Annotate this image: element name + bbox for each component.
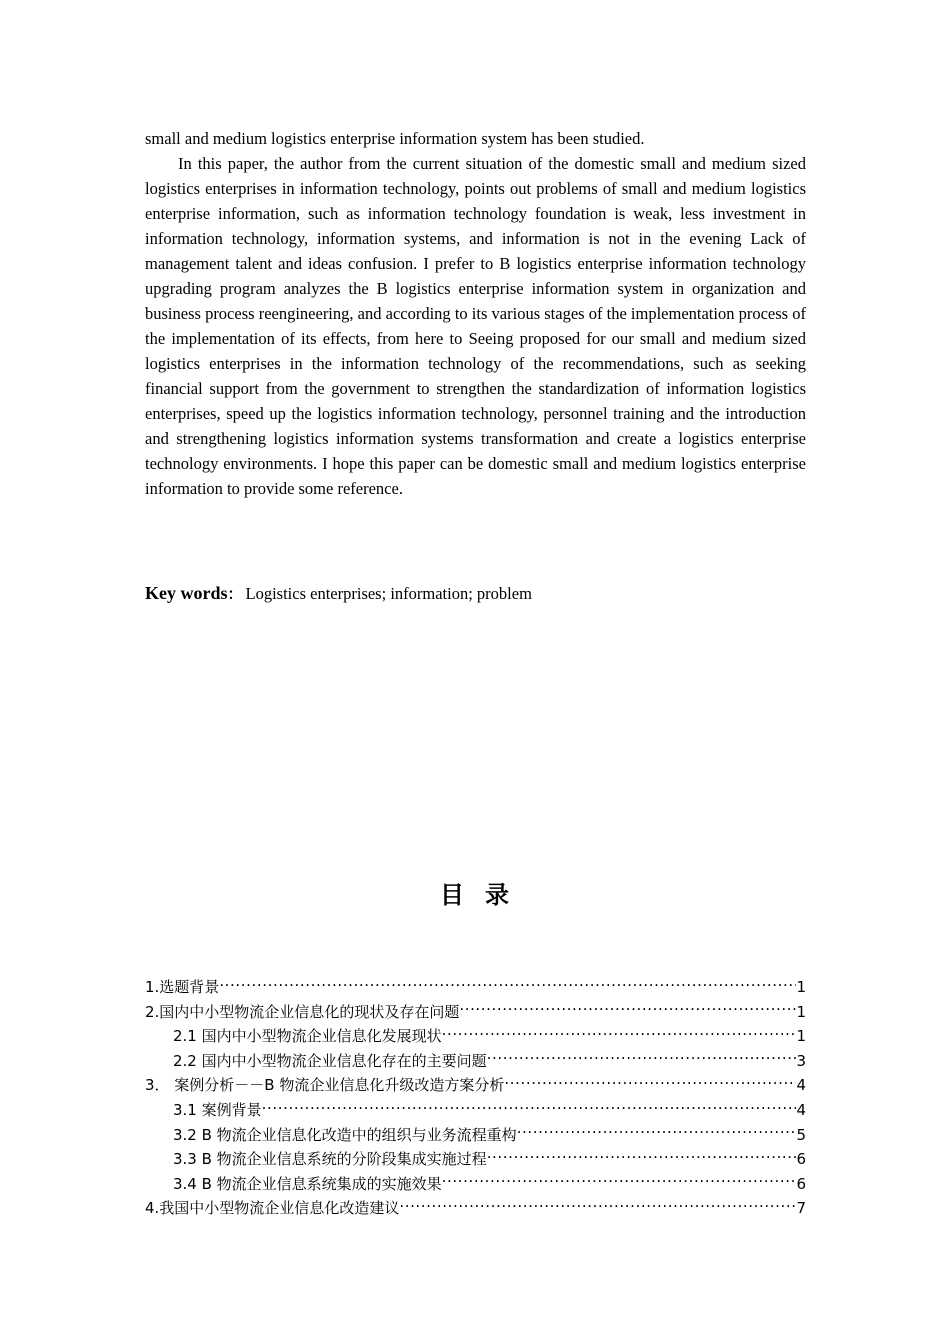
keywords-line — [145, 581, 806, 608]
toc-dot-leader — [399, 1198, 796, 1213]
toc-heading-char-lu: 录 — [485, 881, 510, 909]
toc-entry[interactable] — [145, 1024, 806, 1049]
toc-entry-title: 2.1 国内中小型物流企业信息化发展现状 — [173, 1027, 442, 1046]
toc-entry-title: 1.选题背景 — [145, 978, 220, 996]
toc-entry-page-number: 1 — [796, 1002, 806, 1021]
toc-entry-title: 3． 案例分析－－B 物流企业信息化升级改造方案分析 — [145, 1076, 505, 1095]
keywords-colon: ： — [227, 587, 243, 603]
toc-entry[interactable] — [145, 1000, 806, 1025]
toc-entry-title: 3.4 B 物流企业信息系统集成的实施效果 — [173, 1174, 442, 1193]
toc-heading-char-mu: 目 — [440, 881, 465, 909]
toc-entry[interactable] — [145, 1073, 806, 1098]
toc-dot-leader — [487, 1051, 797, 1066]
abstract-section — [145, 126, 806, 501]
toc-entry[interactable] — [145, 1123, 806, 1148]
toc-dot-leader — [442, 1026, 797, 1041]
toc-entry-title: 2.国内中小型物流企业信息化的现状及存在问题 — [145, 1002, 460, 1021]
toc-entry[interactable] — [145, 1196, 806, 1221]
toc-entry-page-number: 4 — [796, 1100, 806, 1119]
toc-entry[interactable] — [145, 1098, 806, 1123]
keywords-label: Key words — [145, 583, 228, 603]
toc-entry-page-number: 6 — [796, 1150, 806, 1169]
toc-entry-page-number: 4 — [796, 1076, 806, 1095]
toc-entry-title: 3.1 案例背景 — [173, 1100, 262, 1119]
toc-dot-leader — [504, 1075, 796, 1090]
toc-entry-title: 2.2 国内中小型物流企业信息化存在的主要问题 — [173, 1051, 487, 1070]
toc-entry[interactable] — [145, 1147, 806, 1172]
toc-entry-page-number: 1 — [796, 978, 806, 996]
toc-entry[interactable] — [145, 1049, 806, 1074]
toc-dot-leader — [262, 1100, 797, 1115]
toc-heading — [0, 878, 950, 912]
toc-entry-title: 4.我国中小型物流企业信息化改造建议 — [145, 1199, 400, 1218]
toc-dot-leader — [459, 1002, 796, 1017]
abstract-paragraph-main: In this paper, the author from the current situation of the domestic small and medium sized logistics enterprises in information technology, points out problems of small and medium logistics enterprise information, such as information technology foundation is weak, less investment in information technology, information systems, and information is not in the evening Lack of management talent and ideas confusion. I prefer to B logistics enterprise information technology upgrading program analyzes the B logistics enterprise information system in organization and business process reengineering, and according to its various stages of the implementation process of the implementation of its effects, from here to Seeing proposed for our small and medium sized logistics enterprises in the information technology of the recommendations, such as seeking financial support from the government to strengthen the standardization of information logistics enterprises, speed up the logistics information technology, personnel training and the introduction and strengthening logistics information systems transformation and create a logistics enterprise technology environments. I hope this paper can be domestic small and medium logistics enterprise information to provide some reference. — [145, 154, 806, 498]
keywords-value: Logistics enterprises; information; problem — [245, 584, 532, 603]
toc-entry-page-number: 1 — [796, 1027, 806, 1046]
table-of-contents — [145, 975, 806, 1221]
toc-entry[interactable] — [145, 1172, 806, 1197]
toc-entry-page-number: 3 — [796, 1051, 806, 1070]
toc-entry-page-number: 5 — [796, 1125, 806, 1144]
toc-dot-leader — [219, 977, 796, 992]
toc-dot-leader — [487, 1149, 797, 1164]
toc-dot-leader — [517, 1125, 797, 1140]
abstract-paragraph-continuation: small and medium logistics enterprise information system has been studied. — [145, 129, 645, 148]
toc-entry-title: 3.2 B 物流企业信息化改造中的组织与业务流程重构 — [173, 1125, 517, 1144]
toc-entry-page-number: 6 — [796, 1174, 806, 1193]
toc-entry[interactable] — [145, 975, 806, 1000]
toc-dot-leader — [442, 1174, 797, 1189]
toc-entry-title: 3.3 B 物流企业信息系统的分阶段集成实施过程 — [173, 1150, 487, 1169]
toc-entry-page-number: 7 — [796, 1199, 806, 1218]
